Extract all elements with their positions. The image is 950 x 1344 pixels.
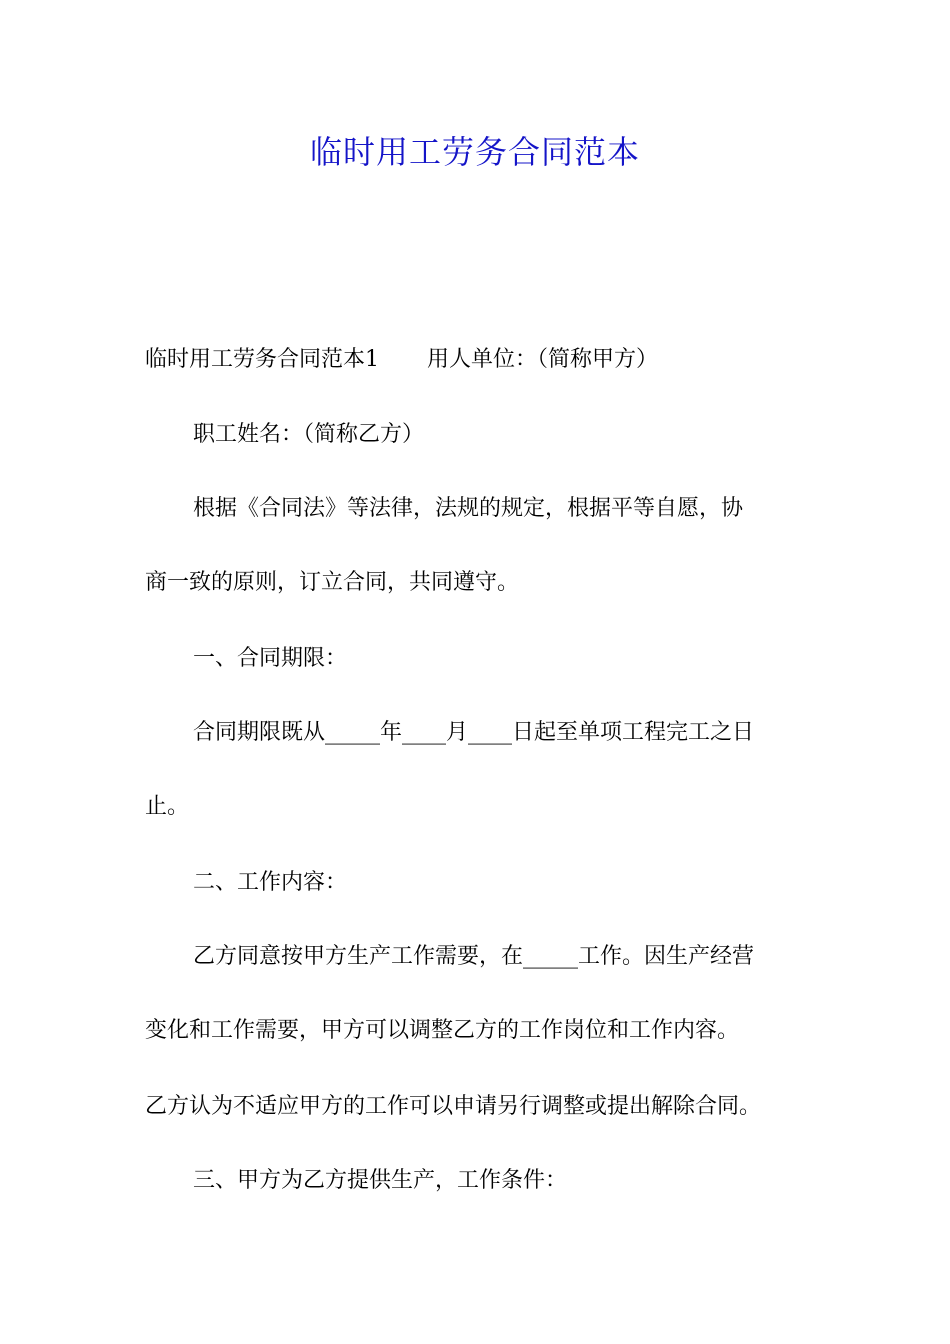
employee-label: 职工姓名：（简称乙方） [193, 422, 425, 447]
first-line [145, 345, 815, 375]
paragraph-line: 乙方同意按甲方生产工作需要，在_____工作。因生产经营 [193, 944, 755, 969]
paragraph-line: 商一致的原则，订立合同，共同遵守。 [145, 570, 520, 595]
contract-heading: 临时用工劳务合同范本1 [145, 347, 379, 372]
employer-label: 用人单位：（简称甲方） [427, 347, 659, 372]
document-title: 临时用工劳务合同范本 [309, 133, 640, 171]
section-heading-conditions: 三、甲方为乙方提供生产，工作条件： [193, 1168, 568, 1193]
paragraph-line: 变化和工作需要，甲方可以调整乙方的工作岗位和工作内容。 [145, 1018, 740, 1043]
paragraph-line: 乙方认为不适应甲方的工作可以申请另行调整或提出解除合同。 [145, 1094, 762, 1119]
paragraph-line: 根据《合同法》等法律，法规的规定，根据平等自愿，协 [193, 496, 744, 521]
paragraph-line: 合同期限既从_____年____月____日起至单项工程完工之日 [193, 720, 755, 745]
section-heading-term: 一、合同期限： [193, 646, 348, 671]
paragraph-line: 止。 [145, 794, 190, 819]
section-heading-content: 二、工作内容： [193, 870, 348, 895]
